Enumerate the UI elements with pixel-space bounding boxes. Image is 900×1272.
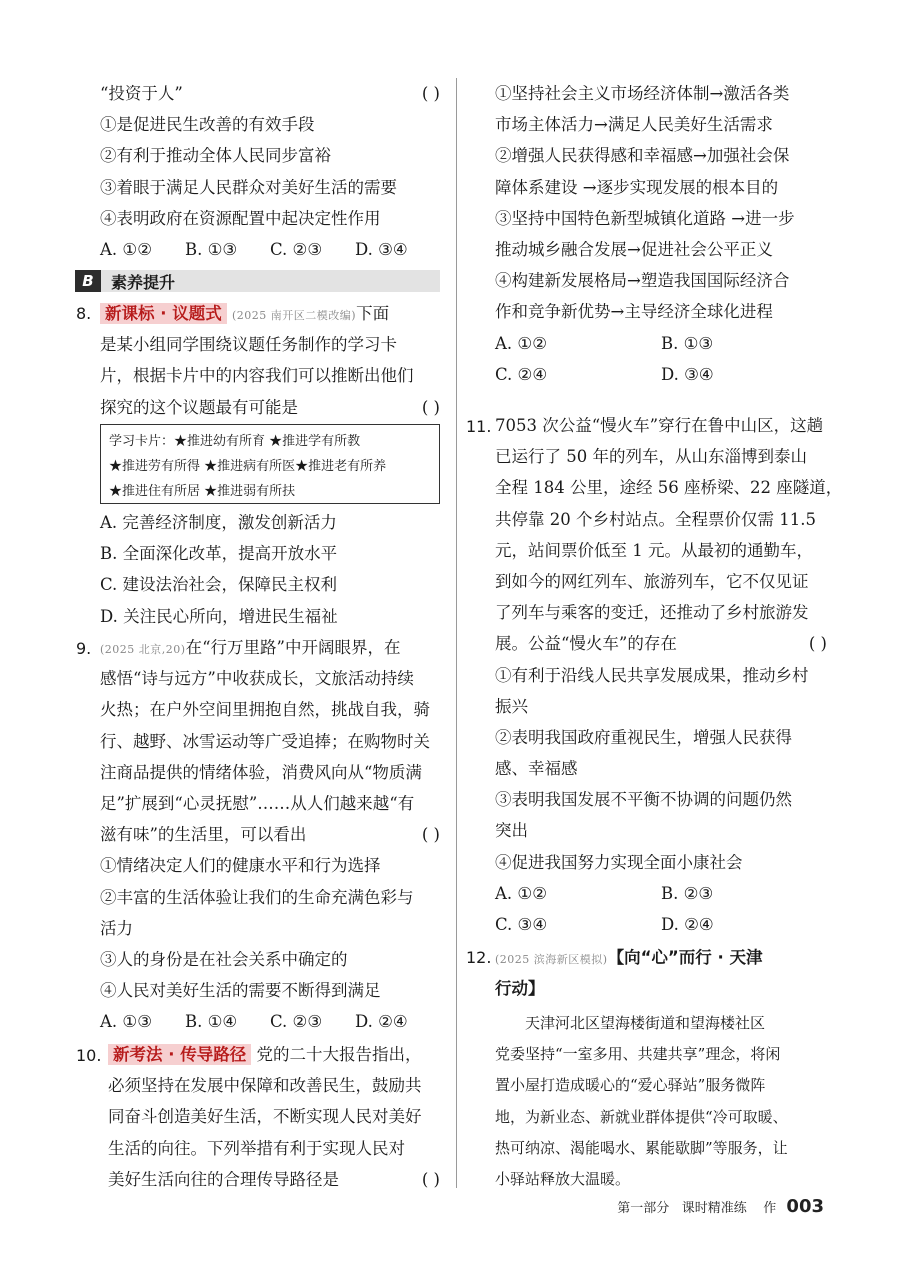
choice-a: A. ①②	[495, 883, 547, 903]
q7-option: ①是促进民生改善的有效手段	[100, 115, 315, 135]
choice-b: B. ①④	[185, 1012, 238, 1032]
q11-option: ②表明我国政府重视民生，增强人民获得	[495, 727, 792, 747]
q9-line: 火热；在户外空间里拥抱自然，挑战自我，骑	[100, 700, 430, 720]
choice-d: D. ②④	[661, 915, 714, 934]
choice-b: B. 全面深化改革，提高开放水平	[100, 544, 338, 564]
q10-number: 10.	[76, 1046, 102, 1065]
q10-option: 市场主体活力→满足人民美好生活需求	[495, 115, 773, 135]
page-footer	[617, 1196, 824, 1217]
question-9	[100, 632, 440, 1037]
q12-title: 【向“心”而行 · 天津	[607, 948, 763, 967]
answer-paren: ( )	[808, 634, 827, 654]
q11-line: 共停靠 20 个乡村站点。全程票价仅需 11.5	[495, 509, 816, 529]
q8-line: 探究的这个议题最有可能是	[100, 397, 298, 417]
q11-option: ③表明我国发展不平衡不协调的问题仍然	[495, 790, 792, 810]
q9-line: 注商品提供的情绪体验，消费风向从“物质满	[100, 762, 422, 782]
choice-d: D. 关注民心所向，增进民生福祉	[100, 606, 338, 626]
q9-line: 行、越野、冰雪运动等广受追捧；在购物时关	[100, 731, 430, 751]
passage-line: 天津河北区望海楼街道和望海楼社区	[495, 1014, 766, 1032]
q7-option: ④表明政府在资源配置中起决定性作用	[100, 208, 381, 228]
choice-b: B. ①③	[185, 239, 238, 259]
passage-line: 党委坚持“一室多用、共建共享”理念，将闲	[495, 1045, 781, 1064]
q8-line: 片，根据卡片中的内容我们可以推断出他们	[100, 366, 414, 386]
q10-option: ③坚持中国特色新型城镇化道路 →进一步	[495, 208, 795, 228]
q10-line: 党的二十大报告指出，	[256, 1045, 422, 1064]
q11-option: ④促进我国努力实现全面小康社会	[495, 852, 743, 872]
choice-a: A. ①②	[495, 333, 547, 353]
q8-choices	[100, 507, 440, 632]
left-column	[100, 78, 440, 265]
choice-b: B. ①③	[661, 333, 714, 353]
answer-paren: ( )	[421, 1169, 440, 1189]
q11-option: 感、幸福感	[495, 759, 578, 779]
section-header	[76, 270, 440, 292]
q10-option: 推动城乡融合发展→促进社会公平正义	[495, 239, 773, 259]
card-line: ★推进住有所居 ★推进弱有所扶	[109, 484, 296, 499]
q10-choices-row1	[495, 328, 827, 359]
answer-paren: ( )	[421, 825, 440, 845]
q7-tail: “投资于人”	[100, 84, 183, 103]
choice-a: A. ①③	[100, 1012, 152, 1032]
q10-option: ②增强人民获得感和幸福感→加强社会保	[495, 146, 790, 166]
passage-line: 地，为新业态、新就业群体提供“冷可取暖、	[495, 1107, 788, 1126]
q11-line: 全程 184 公里，途经 56 座桥梁、22 座隧道，	[495, 478, 843, 498]
q11-line: 到如今的网红列车、旅游列车，它不仅见证	[495, 571, 809, 591]
card-line: 学习卡片：★推进幼有所育 ★推进学有所教	[109, 434, 361, 449]
page-number: 003	[786, 1196, 824, 1217]
q9-option: 活力	[100, 918, 133, 938]
passage-line: 热可纳凉、渴能喝水、累能歇脚”等服务，让	[495, 1138, 788, 1157]
q8-line: 下面	[356, 304, 390, 323]
q9-line: 滋有味”的生活里，可以看出	[100, 825, 307, 845]
passage-line: 小驿站释放大温暖。	[495, 1169, 631, 1188]
q12-number: 12.	[466, 948, 492, 967]
question-8	[100, 298, 440, 423]
choice-b: B. ②③	[661, 883, 714, 903]
q10-line: 生活的向往。下列举措有利于实现人民对	[108, 1138, 405, 1158]
q11-option: 突出	[495, 821, 528, 841]
choice-d: D. ③④	[355, 239, 408, 259]
q11-line: 了列车与乘客的变迁，还推动了乡村旅游发	[495, 603, 809, 623]
q9-option: ②丰富的生活体验让我们的生命充满色彩与	[100, 887, 414, 907]
q10-option: ①坚持社会主义市场经济体制→激活各类	[495, 84, 790, 103]
choice-d: D. ③④	[661, 364, 714, 384]
q7-option: ③着眼于满足人民群众对美好生活的需要	[100, 177, 397, 197]
q9-number: 9.	[76, 639, 92, 658]
q11-choices-row2	[495, 909, 827, 940]
passage-line: 置小屋打造成暖心的“爱心驿站”服务微阵	[495, 1076, 766, 1095]
q8-tag: 新课标 · 议题式	[100, 303, 227, 324]
q9-option: ①情绪决定人们的健康水平和行为选择	[100, 856, 381, 876]
q10-option: 障体系建设 →逐步实现发展的根本目的	[495, 177, 779, 197]
question-11	[495, 410, 843, 940]
section-title: 素养提升	[111, 272, 176, 292]
answer-paren: ( )	[421, 84, 440, 103]
q9-option: ③人的身份是在社会关系中确定的	[100, 949, 348, 969]
q10-choices-row2	[495, 359, 827, 390]
q8-line: 是某小组同学围绕议题任务制作的学习卡	[100, 335, 397, 355]
q12-title-cont: 行动】	[495, 979, 545, 999]
choice-a: A. ①②	[100, 239, 152, 259]
q12-passage	[495, 1008, 827, 1195]
q12-source: (2025 滨海新区模拟)	[495, 953, 608, 966]
q9-source: (2025 北京,20)	[100, 643, 186, 656]
q8-number: 8.	[76, 304, 92, 323]
q11-line: 已运行了 50 年的列车，从山东淄博到泰山	[495, 447, 807, 467]
q10-line: 同奋斗创造美好生活，不断实现人民对美好	[108, 1107, 422, 1127]
question-10	[108, 1039, 440, 1195]
q11-number: 11.	[466, 417, 492, 436]
footer-name: 课时精准练	[681, 1201, 747, 1216]
right-column	[495, 78, 827, 390]
q11-line: 展。公益“慢火车”的存在	[495, 634, 677, 654]
q8-source: (2025 南开区二模改编)	[232, 309, 357, 322]
choice-c: C. ②④	[495, 364, 548, 384]
choice-c: C. 建设法治社会，保障民主权利	[100, 575, 338, 595]
q9-choices	[100, 1006, 440, 1037]
answer-paren: ( )	[421, 397, 440, 417]
q9-line: 感悟“诗与远方”中收获成长，文旅活动持续	[100, 669, 414, 689]
choice-a: A. 完善经济制度，激发创新活力	[100, 513, 337, 532]
column-divider	[456, 78, 457, 1188]
footer-zuo: 作	[763, 1201, 777, 1216]
q10-option: 作和竞争新优势→主导经济全球化进程	[495, 302, 773, 322]
choice-c: C. ②③	[270, 1012, 323, 1032]
card-line: ★推进劳有所得 ★推进病有所医★推进老有所养	[109, 459, 387, 474]
q11-option: 振兴	[495, 696, 528, 716]
q11-option: ①有利于沿线人民共享发展成果，推动乡村	[495, 665, 809, 685]
choice-c: C. ③④	[495, 915, 548, 934]
q9-option: ④人民对美好生活的需要不断得到满足	[100, 981, 381, 1001]
question-12	[495, 942, 827, 1004]
q11-choices-row1	[495, 878, 827, 909]
footer-part: 第一部分	[617, 1201, 670, 1216]
q10-line: 必须坚持在发展中保障和改善民生，鼓励共	[108, 1076, 422, 1096]
section-badge: B	[75, 270, 101, 292]
study-card	[100, 424, 440, 504]
choice-c: C. ②③	[270, 239, 323, 259]
choice-d: D. ②④	[355, 1012, 408, 1032]
q9-line: 足”扩展到“心灵抚慰”……从人们越来越“有	[100, 793, 415, 813]
q9-line: 在“行万里路”中开阔眼界，在	[185, 638, 401, 657]
q7-option: ②有利于推动全体人民同步富裕	[100, 146, 331, 166]
q11-line: 7053 次公益“慢火车”穿行在鲁中山区，这趟	[495, 416, 824, 435]
q10-option: ④构建新发展格局→塑造我国国际经济合	[495, 271, 790, 291]
q7-choices	[100, 234, 440, 265]
q10-line: 美好生活向往的合理传导路径是	[108, 1169, 339, 1189]
q10-tag: 新考法 · 传导路径	[108, 1044, 251, 1065]
q11-line: 元，站间票价低至 1 元。从最初的通勤车，	[495, 540, 813, 560]
